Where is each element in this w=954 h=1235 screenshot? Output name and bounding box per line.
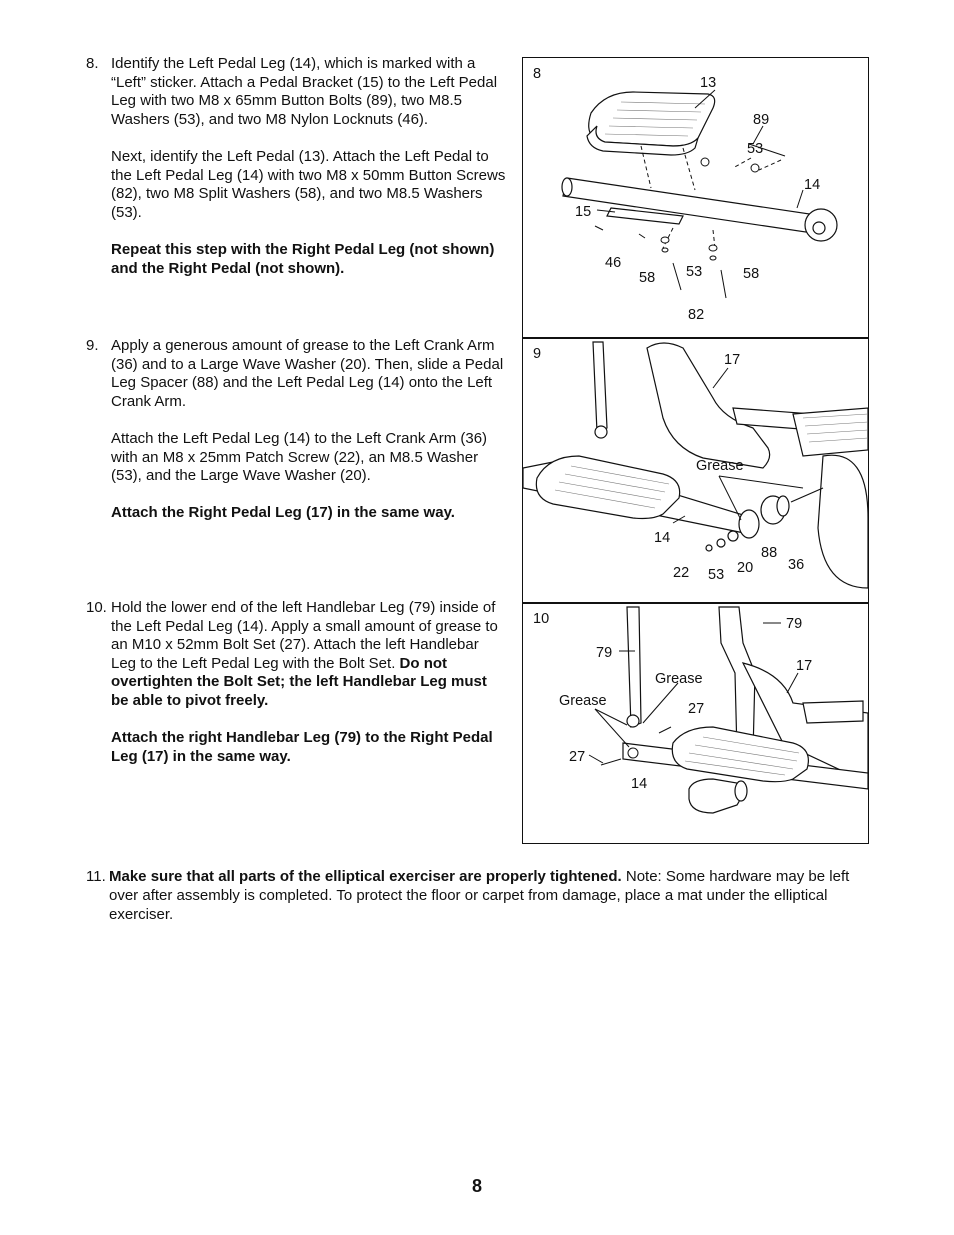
figure-9: [522, 337, 869, 604]
figure-number: 9: [533, 346, 542, 362]
label-46: 46: [605, 255, 622, 271]
label-88: 88: [761, 545, 778, 561]
label-36: 36: [788, 557, 805, 573]
label-13: 13: [700, 75, 717, 91]
label-27: 27: [688, 701, 705, 717]
handlebar-post: [593, 342, 607, 438]
grease-label: Grease: [655, 671, 703, 687]
step-10-para-1: [111, 599, 506, 711]
label-82: 82: [688, 307, 705, 323]
label-22: 22: [673, 565, 690, 581]
step-9-para-1: Apply a generous amount of grease to the Left Crank Arm (36) and to a Large Wave Washer (20). Then, slide a Pedal Leg Spacer (88) and the Left Pedal Leg (14) onto the Left Crank Arm.: [111, 337, 504, 410]
label-79: 79: [596, 645, 613, 661]
label-27: 27: [569, 749, 586, 765]
step-number: 11.: [86, 868, 106, 885]
label-89: 89: [753, 112, 770, 128]
label-53: 53: [686, 264, 703, 280]
step-11-bold: Make sure that all parts of the elliptical exerciser are properly tightened.: [109, 868, 622, 885]
step-8-para-2: Next, identify the Left Pedal (13). Attach the Left Pedal to the Left Pedal Leg (14) with two M8 x 50mm Button Screws (82), two M8 Split Washers (58), and two M8.5 Washers (53).: [111, 147, 506, 221]
figure-number: 8: [533, 66, 542, 82]
figure-8-drawing: [523, 58, 870, 340]
label-17: 17: [724, 352, 741, 368]
label-14: 14: [654, 530, 671, 546]
figure-10: [522, 602, 869, 844]
figure-9-drawing: [523, 338, 870, 605]
step-10-warning: Do not overtighten the Bolt Set; the left Handlebar Leg must be able to pivot freely.: [111, 654, 487, 709]
step-10-text: Hold the lower end of the left Handlebar Leg (79) inside of the Left Pedal Leg (14). Apply a small amount of grease to an M10 x 52mm Bolt Set (27). Attach the left Handlebar Leg to the Left Pedal Leg with the Bolt Set.: [111, 599, 498, 672]
step-number: 8.: [86, 55, 99, 72]
label-17: 17: [796, 658, 813, 674]
label-14: 14: [804, 177, 821, 193]
step-number: 10.: [86, 599, 107, 616]
label-53: 53: [747, 141, 764, 157]
label-58: 58: [639, 270, 656, 286]
page-number: 8: [471, 1176, 482, 1196]
figure-number: 10: [533, 611, 550, 627]
pedal-leg-14: [562, 178, 837, 241]
roller: [689, 779, 747, 813]
grease-label: Grease: [696, 458, 744, 474]
step-9-para-2: Attach the Left Pedal Leg (14) to the Left Crank Arm (36) with an M8 x 25mm Patch Screw (22), an M8.5 Washer (53), and the Large Wave Washer (20).: [111, 429, 488, 485]
label-20: 20: [737, 560, 754, 576]
step-9-note: Attach the Right Pedal Leg (17) in the same way.: [111, 504, 455, 522]
label-58: 58: [743, 266, 760, 282]
label-15: 15: [575, 204, 592, 220]
figure-8: [522, 57, 869, 339]
label-53: 53: [708, 567, 725, 583]
step-10-note: Attach the right Handlebar Leg (79) to the Right Pedal Leg (17) in the same way.: [111, 729, 493, 765]
figure-10-drawing: [523, 603, 870, 845]
pedal: [536, 456, 679, 519]
label-14: 14: [631, 776, 648, 792]
flywheel: [793, 408, 868, 588]
step-number: 9.: [86, 337, 99, 354]
step-11-text: [109, 867, 874, 924]
grease-label: Grease: [559, 693, 607, 709]
label-79: 79: [786, 616, 803, 632]
step-11-note: Note: Some hardware may be left over after assembly is completed. To protect the floor or carpet from damage, place a mat under the elliptical exerciser.: [109, 868, 850, 923]
pedal-13: [587, 92, 715, 155]
step-8-note: Repeat this step with the Right Pedal Leg (not shown) and the Right Pedal (not shown).: [111, 240, 495, 277]
step-8-para-1: Identify the Left Pedal Leg (14), which is marked with a “Left” sticker. Attach a Pedal Bracket (15) to the Left Pedal Leg with two M8 x 65mm Button Bolts (89), two M8.5 Washers (53), and two M8 Nylon Locknuts (46).: [111, 55, 498, 128]
